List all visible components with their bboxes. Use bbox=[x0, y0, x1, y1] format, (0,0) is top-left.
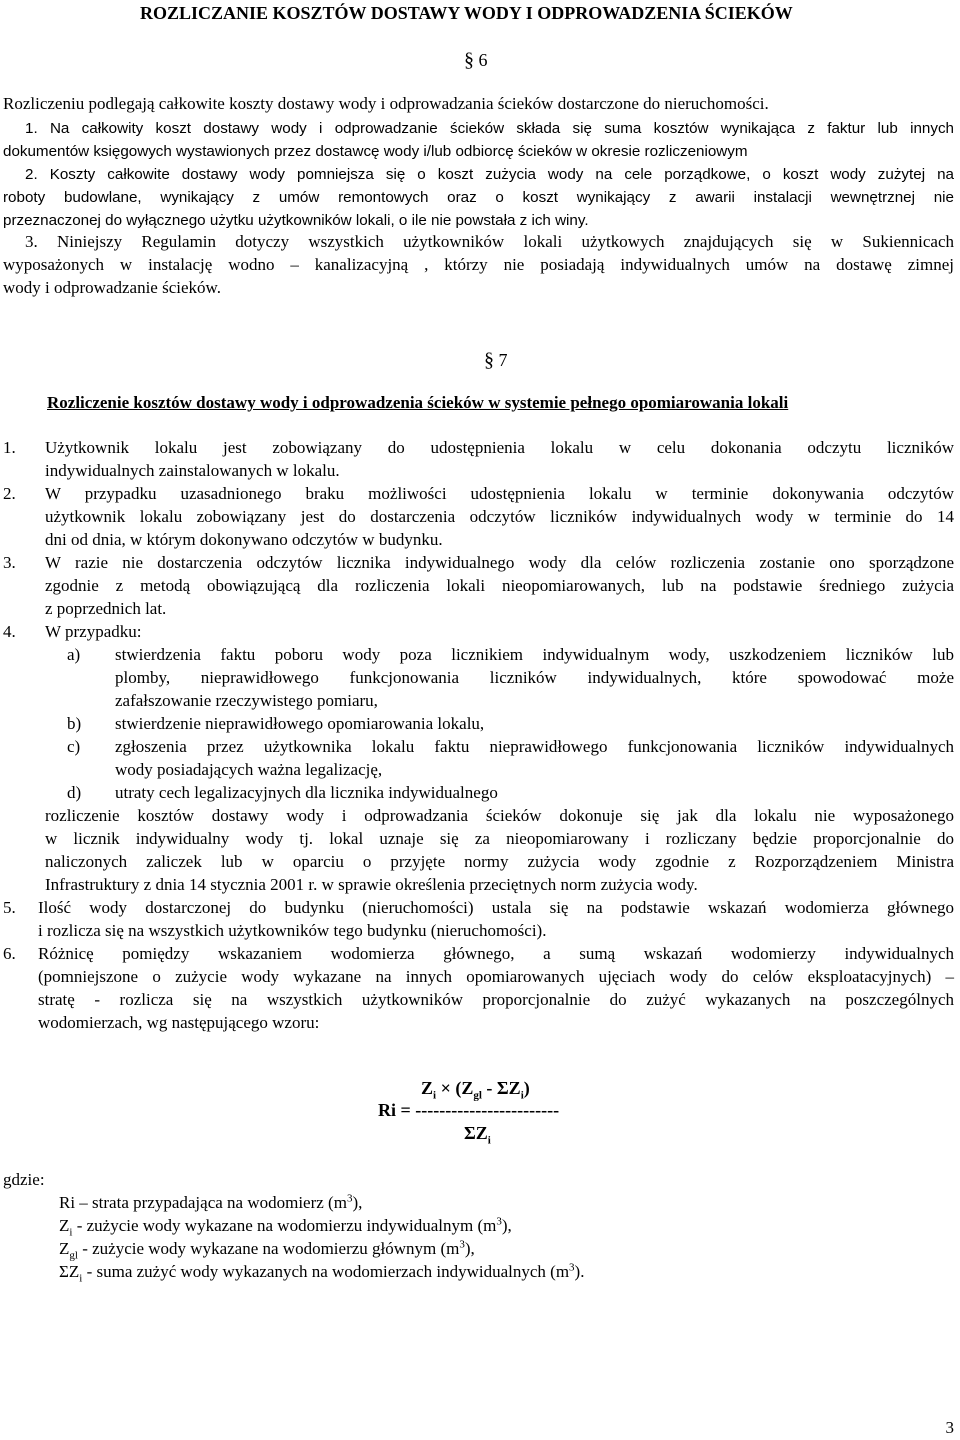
section-6-p3-line-1: 3. Niniejszy Regulamin dotyczy wszystkich użytkowników lokali użytkowych znajdujących się w Sukiennicach bbox=[25, 232, 954, 251]
section-7-heading bbox=[484, 349, 508, 372]
formula-line bbox=[378, 1100, 559, 1121]
legend-entry-sum-zi: $\Sigma Z_i$ - suma zużyć wody wykazanych na wodomierzach indywidualnych $(m^3)$. bbox=[59, 1261, 585, 1285]
item-3-line-3: z poprzednich lat. bbox=[45, 599, 167, 618]
section-6-p3-line-3: wody i odprowadzanie ścieków. bbox=[3, 278, 221, 297]
item-2-line-3: dni od dnia, w którym dokonywano odczytów w budynku. bbox=[45, 530, 443, 549]
section-6-p2-line-2: roboty budowlane, wynikający z umów remontowych oraz o koszt wynikający z awarii instalacji wewnętrznej nie bbox=[3, 189, 954, 206]
item-4-tail-line-2: w licznik indywidualny wody tj. lokal uznaje się za nieopomiarowany i rozliczany będzie proporcjonalnie do bbox=[45, 829, 954, 848]
item-2-line-2: użytkownik lokalu zobowiązany jest do dostarczenia odczytów liczników indywidualnych wody w terminie do 14 bbox=[45, 507, 954, 526]
section-sign: § bbox=[484, 349, 494, 371]
item-5-line-1: Ilość wody dostarczonej do budynku (nieruchomości) ustala się na podstawie wskazań wodomierza głównego bbox=[38, 898, 954, 917]
item-3-line-2: zgodnie z metodą obowiązującą dla rozliczenia lokali nieopomiarowanych, lub na podstawie średniego zużycia bbox=[45, 576, 954, 595]
legend-label: gdzie: bbox=[3, 1170, 45, 1189]
item-4-line-1: W przypadku: bbox=[45, 622, 142, 641]
item-number: 3. bbox=[3, 553, 16, 572]
item-number: 5. bbox=[3, 898, 16, 917]
legend-entry-zi: $Z_i$ - zużycie wody wykazane na wodomierzu indywidualnym $(m^3)$, bbox=[59, 1215, 512, 1239]
subitem-letter: a) bbox=[67, 645, 81, 664]
page-number: 3 bbox=[945, 1418, 954, 1437]
subitem-a-line-1: stwierdzenia faktu poboru wody poza licznikiem indywidualnym wody, uszkodzeniem liczników lub bbox=[115, 645, 954, 664]
item-4-tail-line-1: rozliczenie kosztów dostawy wody i odprowadzania ścieków dokonuje się jak dla lokalu nie wyposażonego bbox=[45, 806, 954, 825]
subitem-b-line-1: stwierdzenie nieprawidłowego opomiarowania lokalu, bbox=[115, 714, 485, 733]
section-6-intro: Rozliczeniu podlegają całkowite koszty dostawy wody i odprowadzania ścieków dostarczone do nieruchomości. bbox=[3, 94, 769, 113]
subitem-letter: d) bbox=[67, 783, 82, 802]
item-number: 2. bbox=[3, 484, 16, 503]
item-1-line-2: indywidualnych zainstalowanych w lokalu. bbox=[45, 461, 340, 480]
item-6-line-4: wodomierzach, wg następującego wzoru: bbox=[38, 1013, 320, 1032]
legend-entry-zgl: $Z_{gl}$ - zużycie wody wykazane na wodomierzu głównym $(m^3)$, bbox=[59, 1238, 475, 1262]
section-7-title: Rozliczenie kosztów dostawy wody i odprowadzenia ścieków w systemie pełnego opomiarowania lokali bbox=[47, 393, 789, 412]
item-6-line-3: stratę - rozlicza się na wszystkich użytkowników proporcjonalnie do zużyć wykazanych na poszczególnych bbox=[38, 990, 954, 1009]
document-title: ROZLICZANIE KOSZTÓW DOSTAWY WODY I ODPROWADZENIA ŚCIEKÓW bbox=[140, 3, 793, 23]
section-sign: § bbox=[464, 49, 474, 71]
item-4-tail-line-3: naliczonych zaliczek lub w oparciu o przyjęte normy zużycia wody zgodnie z Rozporządzeniem Ministra bbox=[45, 852, 954, 871]
section-6-p3-line-2: wyposażonych w instalację wodno – kanalizacyjną , którzy nie posiadają indywidualnych umów na dostawę zimnej bbox=[3, 255, 954, 274]
item-6-line-1: Różnicę pomiędzy wskazaniem wodomierza głównego, a sumą wskazań wodomierzy indywidualnych bbox=[38, 944, 954, 963]
subitem-letter: b) bbox=[67, 714, 82, 733]
item-5-line-2: i rozlicza się na wszystkich użytkowników tego budynku (nieruchomości). bbox=[38, 921, 547, 940]
item-1-line-1: Użytkownik lokalu jest zobowiązany do udostępnienia lokalu w celu dokonania odczytu liczników bbox=[45, 438, 954, 457]
subitem-a-line-3: zafałszowanie rzeczywistego pomiaru, bbox=[115, 691, 378, 710]
item-number: 1. bbox=[3, 438, 16, 457]
item-6-line-2: (pomniejszone o zużycie wody wykazane na innych opomiarowanych ujęciach wody do celów eksploatacyjnych) – bbox=[38, 967, 954, 986]
subitem-letter: c) bbox=[67, 737, 81, 756]
item-2-line-1: W przypadku uzasadnionego braku możliwości udostępnienia lokalu w terminie dokonywania odczytów bbox=[45, 484, 954, 503]
subitem-d-line-1: utraty cech legalizacyjnych dla licznika indywidualnego bbox=[115, 783, 498, 802]
section-number: 6 bbox=[478, 50, 488, 70]
formula-numerator: $Z_i \times (Z_{gl} - \Sigma Z_i)$ bbox=[421, 1078, 530, 1102]
formula-lhs: Ri = bbox=[378, 1100, 416, 1120]
legend-entry-ri: Ri – strata przypadająca na wodomierz $(m^3)$, bbox=[59, 1192, 363, 1212]
formula-fraction-bar: ------------------------ bbox=[415, 1100, 560, 1120]
section-6-heading bbox=[464, 49, 488, 72]
item-number: 6. bbox=[3, 944, 16, 963]
section-number: 7 bbox=[498, 350, 508, 370]
item-3-line-1: W razie nie dostarczenia odczytów licznika indywidualnego wody dla celów rozliczenia zostanie ono sporządzone bbox=[45, 553, 954, 572]
subitem-c-line-1: zgłoszenia przez użytkownika lokalu faktu nieprawidłowego funkcjonowania liczników indywidualnych bbox=[115, 737, 954, 756]
subitem-a-line-2: plomby, nieprawidłowego funkcjonowania liczników indywidualnych, które spowodować może bbox=[115, 668, 954, 687]
section-6-p1-line-2: dokumentów księgowych wystawionych przez dostawcę wody i/lub odbiorcę ścieków w okresie rozliczeniowym bbox=[3, 143, 748, 160]
section-6-p2-line-3: przeznaczonej do wyłącznego użytku użytkowników lokali, o ile nie powstała z ich winy. bbox=[3, 212, 589, 229]
formula-denominator: $\Sigma Z_i$ bbox=[464, 1123, 491, 1147]
item-number: 4. bbox=[3, 622, 16, 641]
section-6-p1-line-1: 1. Na całkowity koszt dostawy wody i odprowadzanie ścieków składa się suma kosztów wynikająca z faktur lub innych bbox=[25, 120, 954, 137]
section-6-p2-line-1: 2. Koszty całkowite dostawy wody pomniejsza się o koszt zużycia wody na cele porządkowe, o koszt wody zużytej na bbox=[25, 166, 954, 183]
subitem-c-line-2: wody posiadających ważna legalizację, bbox=[115, 760, 383, 779]
item-4-tail-line-4: Infrastruktury z dnia 14 stycznia 2001 r. w sprawie określenia przeciętnych norm zużycia wody. bbox=[45, 875, 698, 894]
